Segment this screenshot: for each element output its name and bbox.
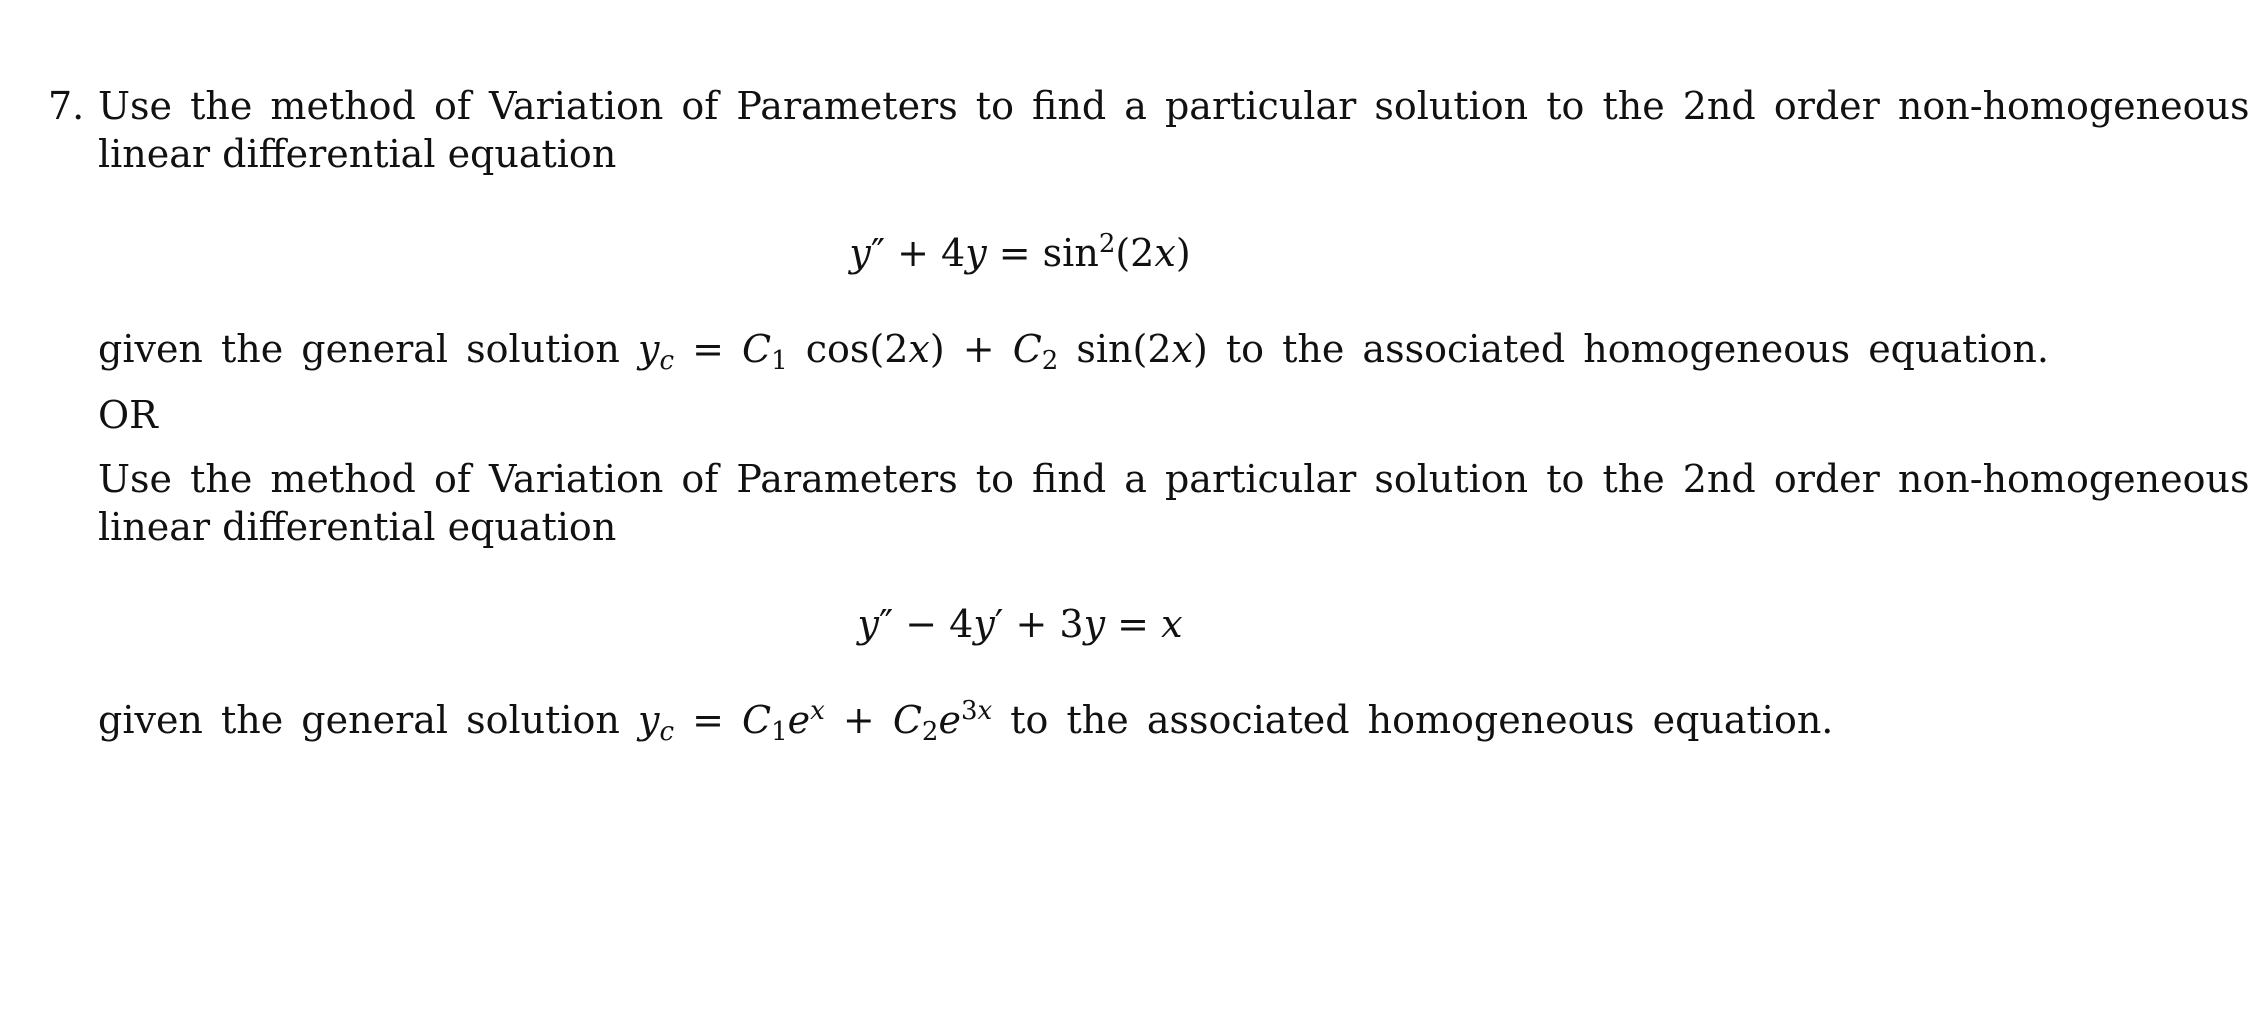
or-separator: OR [98,393,158,437]
part2-equation: y″ − 4y′ + 3y = x [857,602,1183,646]
part2-given-line [98,696,1834,747]
part2-intro-line2: linear differential equation [98,505,617,549]
part1-intro-line1: Use the method of Variation of Parameters to find a particular solution to the 2nd order non-homogeneous [98,84,2249,128]
part2-given-suffix: to the associated homogeneous equation. [1010,698,1834,742]
problem-number: 7. [48,84,85,128]
part2-intro-line1: Use the method of Variation of Parameters to find a particular solution to the 2nd order non-homogeneous [98,457,2249,501]
part2-given-prefix: given the general solution [98,698,620,742]
part1-solution: $y_c = C_1$ $\cos(2x) + C_2$ sin(2x) [638,327,1208,376]
part1-given-suffix: to the associated homogeneous equation. [1225,327,2049,371]
part1-equation: $y'' + 4y = \sin^2(2x)$ [849,229,1191,275]
part1-given-prefix: given the general solution [98,327,620,371]
part1-intro-line2: linear differential equation [98,132,617,176]
part1-given-line [98,325,2049,376]
part2-solution: $y_c = C_1e^x + C_2e^{3x}$ [638,696,993,747]
